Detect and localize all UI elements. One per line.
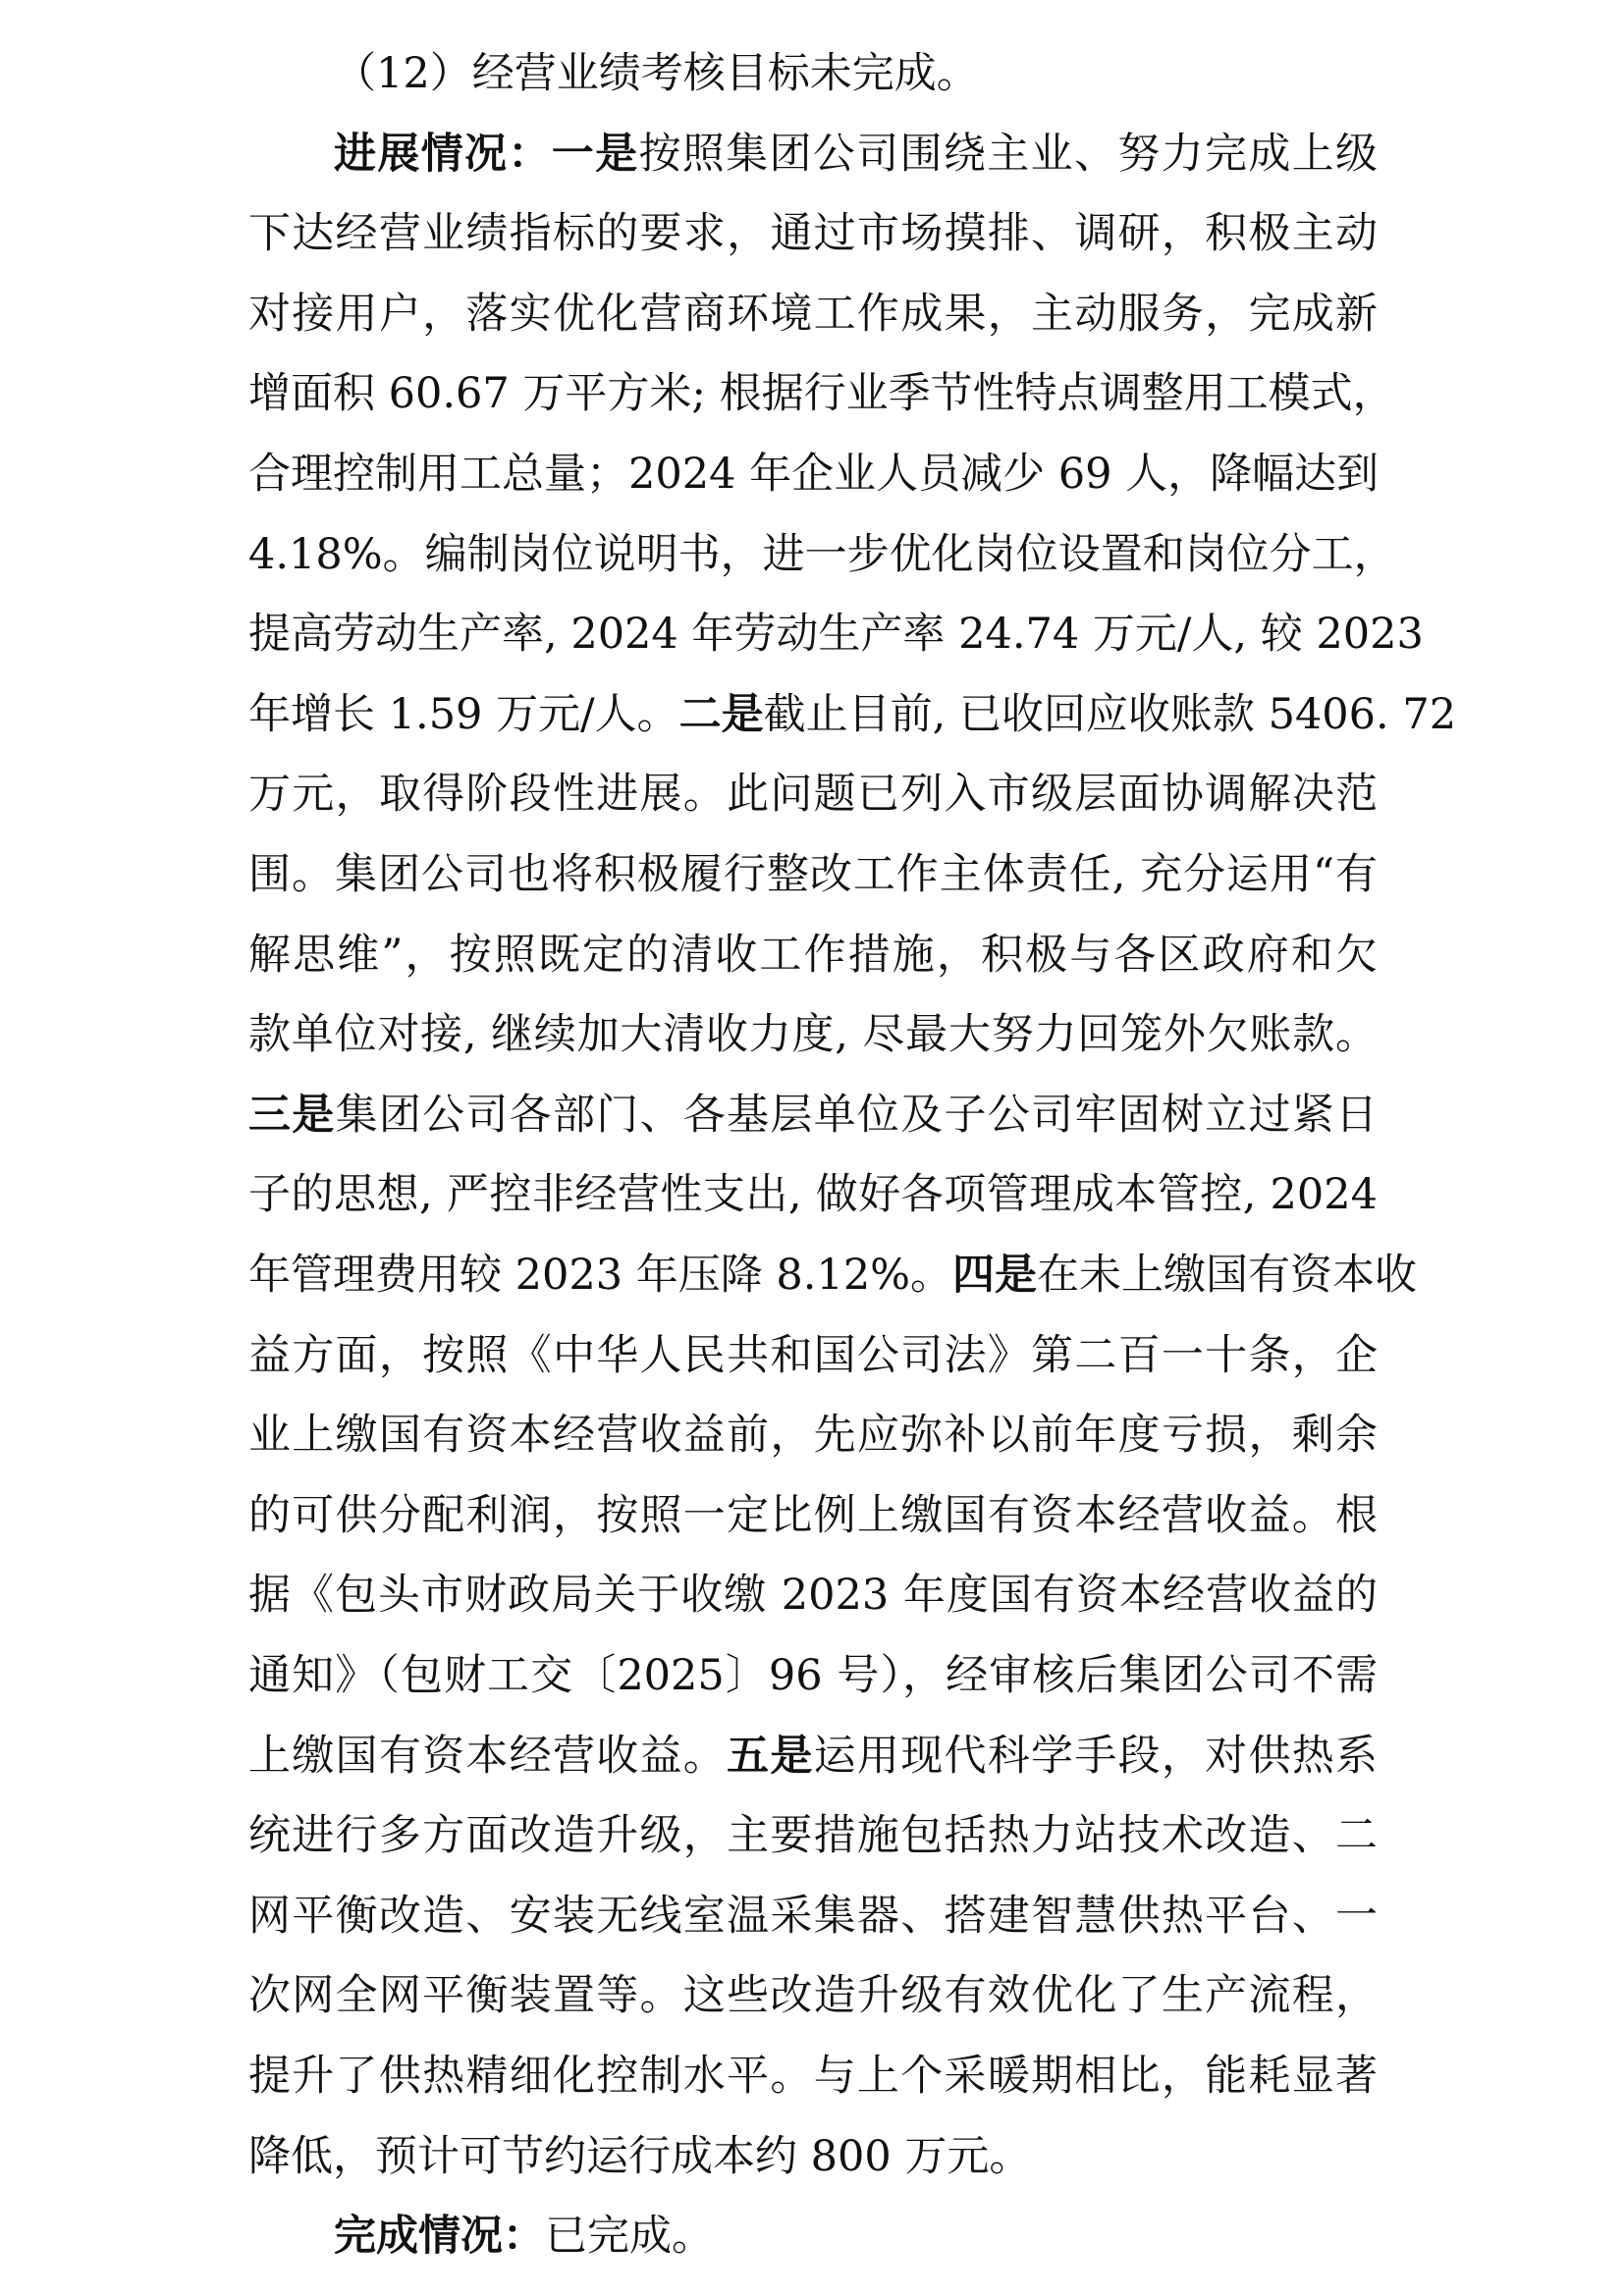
text-segment: 年管理费用较 2023 年压降 8.12%。 [248,1251,953,1300]
text-segment: 按照集团公司围绕主业、努力完成上级 [638,129,1379,179]
body-line [248,845,1378,904]
text-segment: 在未上缴国有资本收 [1037,1251,1418,1300]
body-line [248,445,1378,504]
text-segment: 解思维”，按照既定的清收工作措施，积极与各区政府和欠 [248,930,1378,980]
body-line [248,765,1378,824]
text-segment: 增面积 60.67 万平方米; 根据行业季节性特点调整用工模式， [248,369,1395,419]
body-line [248,1005,1378,1064]
text-segment: 益方面，按照《中华人民共和国公司法》第二百一十条，企 [248,1330,1378,1380]
text-segment: 截止目前, 已收回应收账款 5406. 72 [763,689,1457,739]
text-segment: 年增长 1.59 万元/人。 [248,689,679,739]
body-line [248,685,1457,744]
text-segment: 子的思想, 严控非经营性支出, 做好各项管理成本管控, 2024 [248,1170,1378,1220]
text-segment: 提升了供热精细化控制水平。与上个采暖期相比，能耗显著 [248,2052,1378,2101]
text-segment: 上缴国有资本经营收益。 [248,1731,728,1781]
text-segment: 通知》（包财工交〔2025〕96 号），经审核后集团公司不需 [248,1651,1378,1700]
text-segment: 集团公司各部门、各基层单位及子公司牢固树立过紧日 [335,1090,1379,1140]
body-line [248,525,1396,584]
body-line [248,1406,1378,1465]
text-segment: 提高劳动生产率, 2024 年劳动生产率 24.74 万元/人, 较 2023 [248,610,1424,660]
body-line [248,926,1378,985]
text-segment: 降低，预计可节约运行成本约 800 万元。 [248,2131,1032,2181]
body-line [248,1646,1378,1705]
paragraph-first-line [334,125,1378,184]
text-segment: 万元，取得阶段性进展。此问题已列入市级层面协调解决范 [248,770,1378,820]
body-line [248,605,1424,664]
text-segment: 围。集团公司也将积极履行整改工作主体责任, 充分运用“有 [248,850,1378,899]
body-line [248,1486,1378,1545]
body-line [248,364,1395,423]
body-line [248,285,1378,344]
bold-label: 四是 [952,1251,1038,1300]
text-segment: 已完成。 [545,2212,714,2262]
text-segment: 统进行多方面改造升级，主要措施包括热力站技术改造、二 [248,1811,1378,1861]
text-segment: 据《包头市财政局关于收缴 2023 年度国有资本经营收益的 [248,1571,1378,1621]
body-line [248,1966,1378,2025]
section-heading [334,44,979,103]
body-line [248,2047,1378,2106]
body-line [248,1326,1378,1385]
bold-label: 进展情况： [334,129,552,179]
body-line [248,1727,1378,1786]
paragraph-last-line [248,2127,1378,2186]
body-line [248,204,1378,263]
body-line [248,1806,1378,1865]
text-segment: 合理控制用工总量；2024 年企业人员减少 69 人，降幅达到 [248,450,1380,499]
bold-label: 二是 [678,689,764,739]
bold-label: 三是 [248,1090,336,1140]
text-segment: 次网全网平衡装置等。这些改造升级有效优化了生产流程， [248,1971,1378,2021]
text-segment: 业上缴国有资本经营收益前，先应弥补以前年度亏损，剩余 [248,1411,1378,1461]
body-line [248,1165,1378,1224]
text-segment: 的可供分配利润，按照一定比例上缴国有资本经营收益。根 [248,1490,1378,1540]
body-line [248,1086,1378,1145]
bold-label: 一是 [551,129,639,179]
body-line [248,1887,1378,1946]
text-segment: 对接用户，落实优化营商环境工作成果，主动服务，完成新 [248,289,1378,339]
text-segment: 网平衡改造、安装无线室温采集器、搭建智慧供热平台、一 [248,1891,1378,1941]
text-segment: （12）经营业绩考核目标未完成。 [334,49,979,98]
bold-label: 五是 [727,1731,814,1781]
text-segment: 款单位对接, 继续加大清收力度, 尽最大努力回笼外欠账款。 [248,1010,1378,1060]
bold-label: 完成情况： [334,2212,545,2262]
completion-status-line [334,2207,1378,2266]
body-line [248,1246,1418,1305]
text-segment: 4.18%。编制岗位说明书，进一步优化岗位设置和岗位分工， [248,529,1396,579]
body-line [248,1566,1378,1625]
text-segment: 下达经营业绩指标的要求，通过市场摸排、调研，积极主动 [248,209,1378,259]
text-segment: 运用现代科学手段，对供热系 [813,1731,1379,1781]
